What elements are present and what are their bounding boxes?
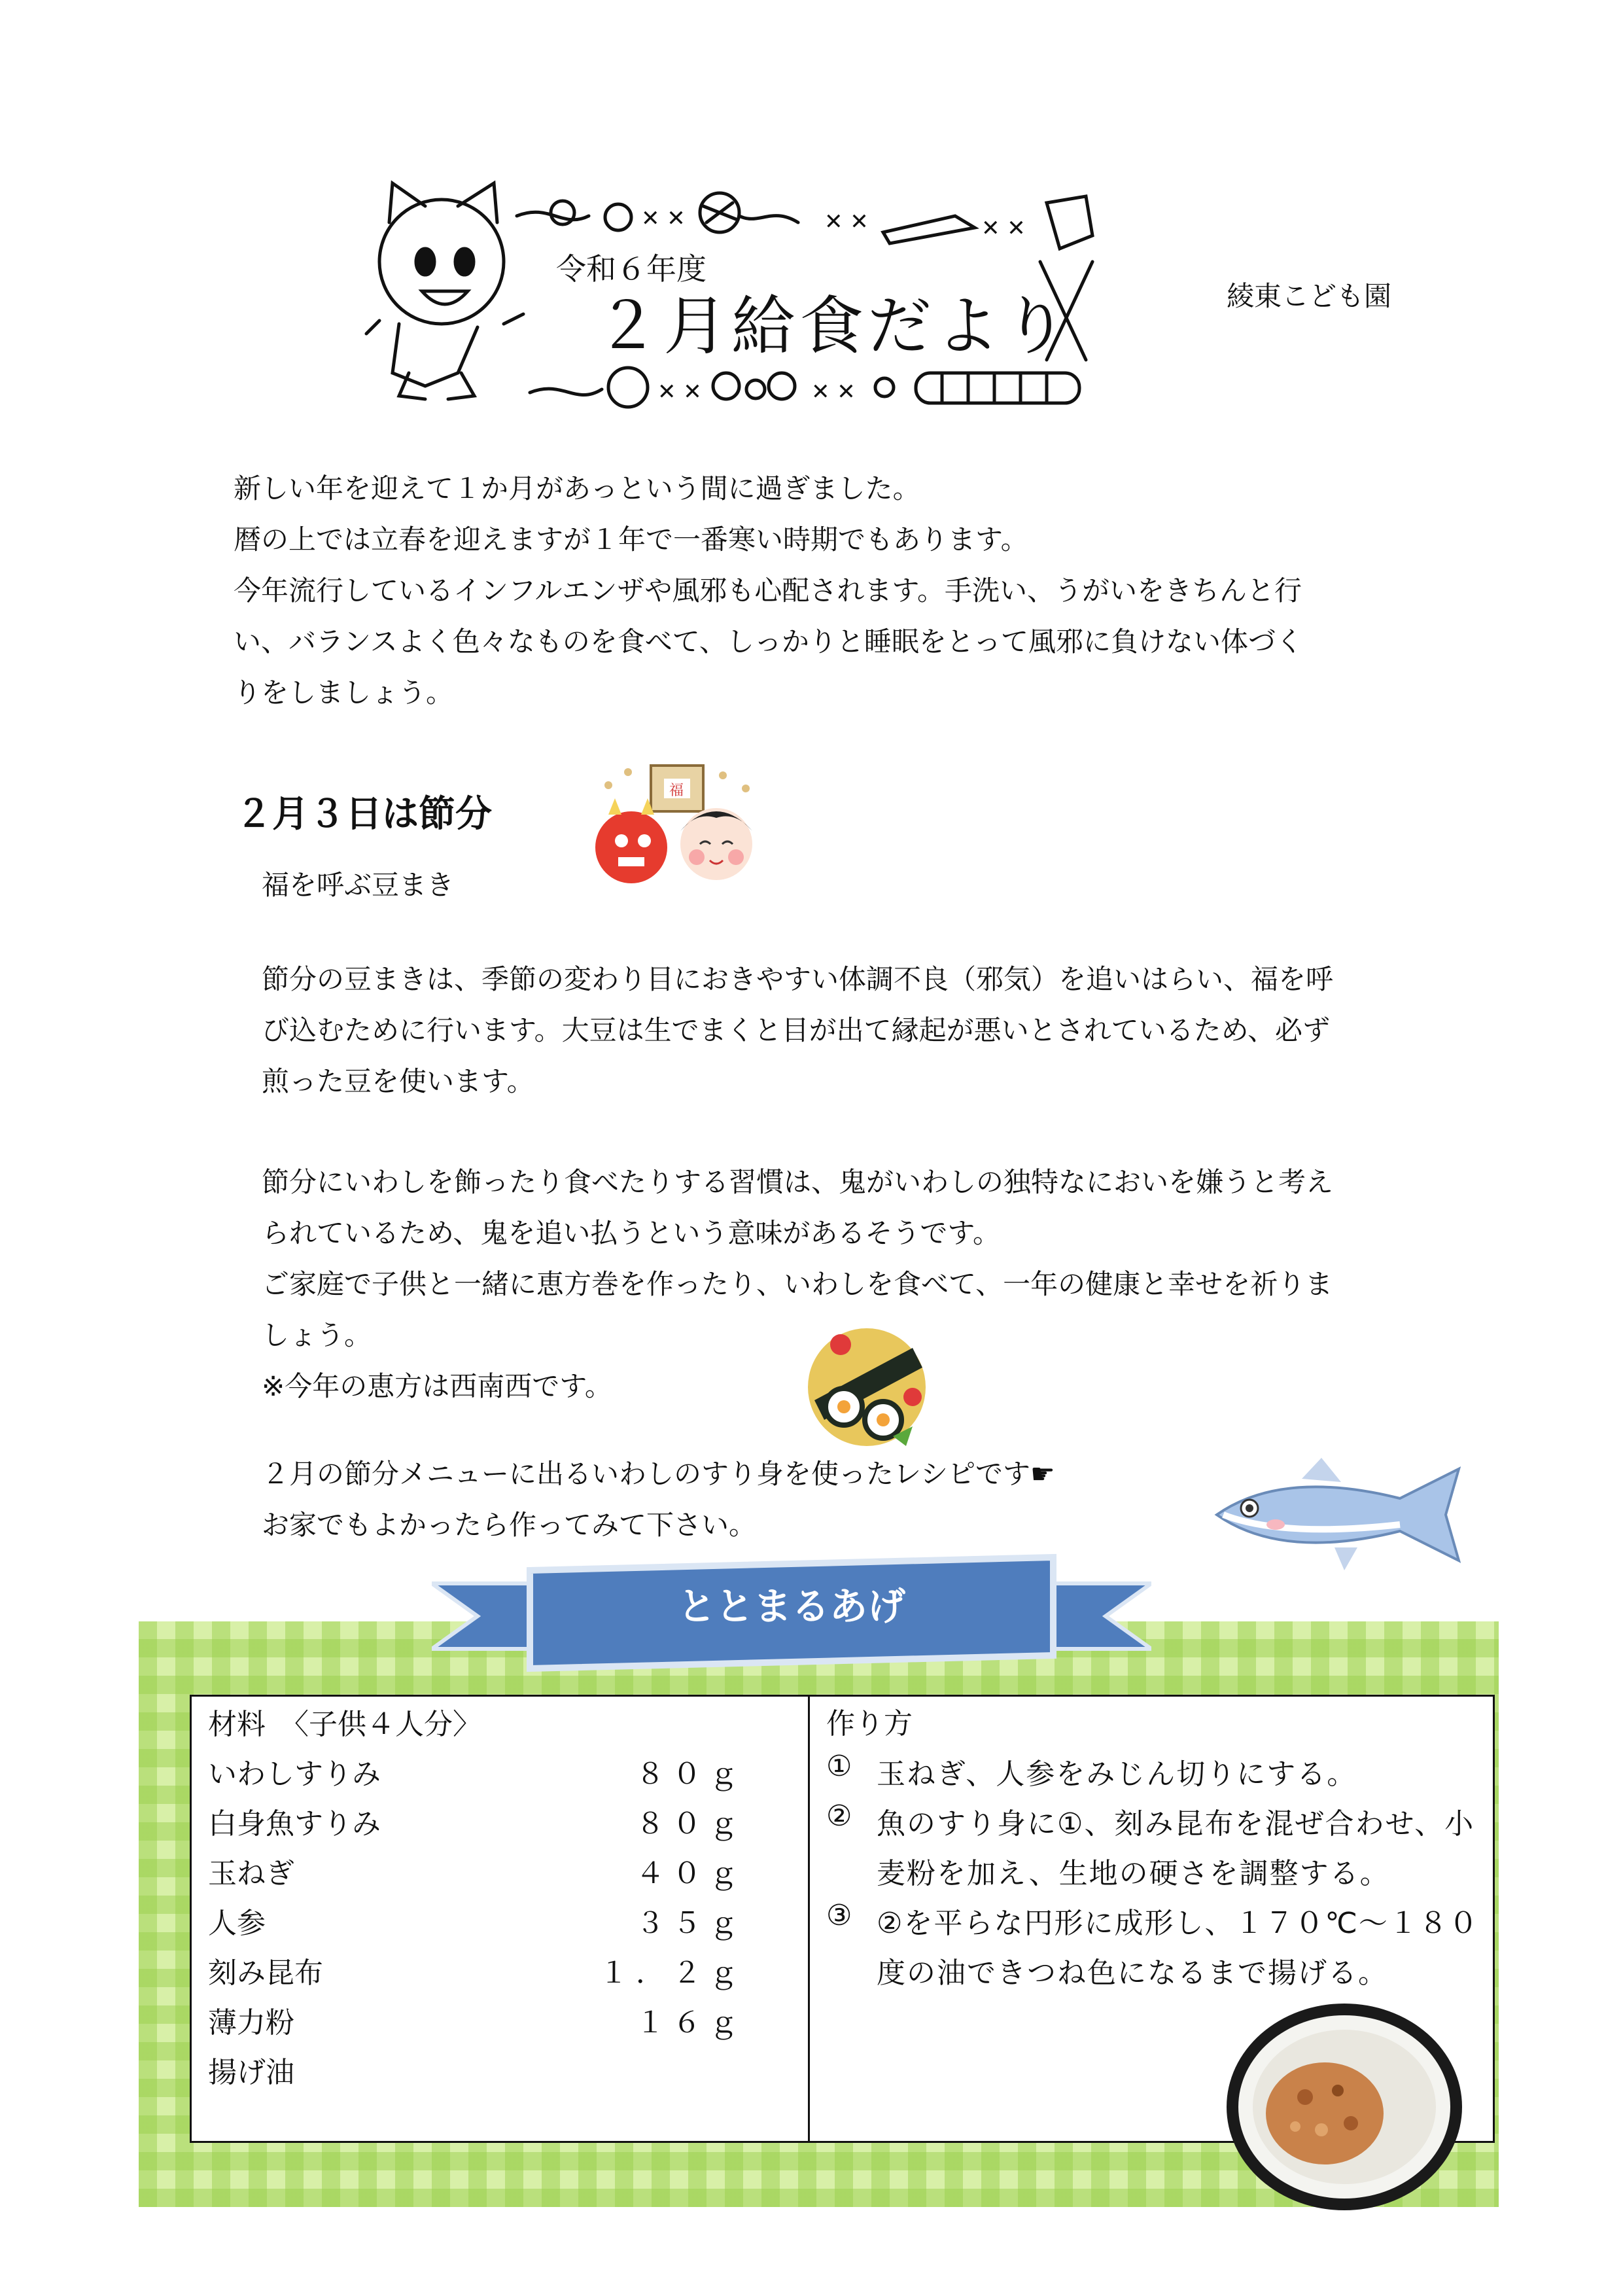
recipe-divider	[808, 1695, 810, 2143]
ingredient-amount: ３５ｇ	[636, 1907, 746, 1940]
setsubun-line: 煎った豆を使います。	[262, 1065, 534, 1097]
intro-line: 暦の上では立春を迎えますが１年で一番寒い時期でもあります。	[234, 523, 1028, 556]
step-text	[877, 1799, 1488, 1899]
newsletter-title: ２月給食だより	[595, 289, 1072, 364]
ingredient-name: 揚げ油	[208, 2056, 294, 2089]
iwashi-line: 節分にいわしを飾ったり食べたりする習慣は、鬼がいわしの独特なにおいを嫌うと考え	[262, 1166, 1334, 1198]
iwashi-line: しょう。	[262, 1319, 372, 1351]
school-name: 綾東こども園	[1227, 280, 1392, 312]
step-line: 度の油できつね色になるまで揚げる。	[877, 1956, 1388, 1990]
ingredient-name: 白身魚すりみ	[208, 1807, 381, 1841]
sardine-icon	[1204, 1453, 1478, 1577]
ingredient-name: 玉ねぎ	[208, 1857, 294, 1890]
step-number: ③	[826, 1899, 852, 1932]
ingredient-amount: ４０ｇ	[636, 1857, 746, 1890]
iwashi-line: ご家庭で子供と一緒に恵方巻を作ったり、いわしを食べて、一年の健康と幸せを祈りま	[262, 1268, 1333, 1300]
ingredient-name: いわしすりみ	[208, 1757, 381, 1791]
menu-line-text: ２月の節分メニューに出るいわしのすり身を使ったレシピです	[262, 1458, 1030, 1490]
menu-paragraph	[262, 1449, 1178, 1551]
ingredient-amount: １６ｇ	[636, 2006, 746, 2040]
svg-text:✕ ✕: ✕ ✕	[824, 209, 869, 235]
intro-line: りをしましょう。	[234, 677, 454, 709]
step-text	[877, 1899, 1488, 1998]
step-number: ②	[826, 1799, 852, 1833]
svg-text:福: 福	[669, 783, 684, 799]
setsubun-line: 節分の豆まきは、季節の変わり目におきやすい体調不良（邪気）を追いはらい、福を呼	[262, 963, 1334, 995]
step-line: 魚のすり身に①、刻み昆布を混ぜ合わせ、小	[877, 1807, 1475, 1841]
ingredient-name: 薄力粉	[208, 2006, 294, 2040]
intro-line: い、バランスよく色々なものを食べて、しっかりと睡眠をとって風邪に負けない体づく	[234, 626, 1304, 658]
newsletter-header	[353, 177, 1138, 419]
menu-line: お家でもよかったら作ってみて下さい。	[262, 1509, 757, 1541]
pointing-hand-icon: ☛	[1030, 1458, 1055, 1490]
recipe-title: ととまるあげ	[677, 1584, 905, 1629]
step-number: ①	[826, 1750, 852, 1783]
svg-text:✕ ✕: ✕ ✕	[641, 205, 686, 232]
ingredient-amount: ８０ｇ	[636, 1757, 746, 1791]
newsletter-subtitle: 令和６年度	[556, 251, 707, 287]
intro-line: 新しい年を迎えて１か月があっという間に過ぎました。	[234, 472, 920, 504]
ingredient-amount: １．２ｇ	[599, 1956, 746, 1990]
setsubun-heading: ２月３日は節分	[236, 793, 492, 836]
svg-text:✕ ✕: ✕ ✕	[657, 379, 702, 405]
step-line: ②を平らな円形に成形し、１７０℃～１８０	[877, 1907, 1479, 1940]
svg-text:✕ ✕: ✕ ✕	[981, 215, 1026, 241]
ingredient-name: 刻み昆布	[208, 1956, 323, 1990]
step-line: 玉ねぎ、人参をみじん切りにする。	[877, 1757, 1357, 1791]
ingredients-heading: 材料 〈子供４人分〉	[208, 1708, 481, 1741]
menu-line	[262, 1449, 1178, 1500]
iwashi-line: られているため、鬼を追い払うという意味があるそうです。	[262, 1217, 1000, 1249]
ingredient-amount: ８０ｇ	[636, 1807, 746, 1841]
ingredient-name: 人参	[208, 1907, 266, 1940]
intro-line: 今年流行しているインフルエンザや風邪も心配されます。手洗い、うがいをきちんと行	[234, 574, 1302, 607]
setsubun-line: び込むために行います。大豆は生でまくと目が出て縁起が悪いとされているため、必ず	[262, 1014, 1330, 1046]
oni-okame-icon	[582, 759, 772, 890]
iwashi-line: ※今年の恵方は西南西です。	[262, 1370, 612, 1402]
intro-paragraph	[234, 463, 1391, 718]
steps-heading: 作り方	[826, 1707, 913, 1740]
step-line: 麦粉を加え、生地の硬さを調整する。	[877, 1857, 1390, 1890]
step-text	[877, 1750, 1488, 1799]
ehomaki-icon	[801, 1322, 932, 1453]
svg-text:✕ ✕: ✕ ✕	[811, 379, 856, 405]
fish-cake-photo-icon	[1223, 1999, 1465, 2215]
setsubun-paragraph	[262, 954, 1400, 1107]
setsubun-subheading: 福を呼ぶ豆まき	[262, 869, 455, 901]
